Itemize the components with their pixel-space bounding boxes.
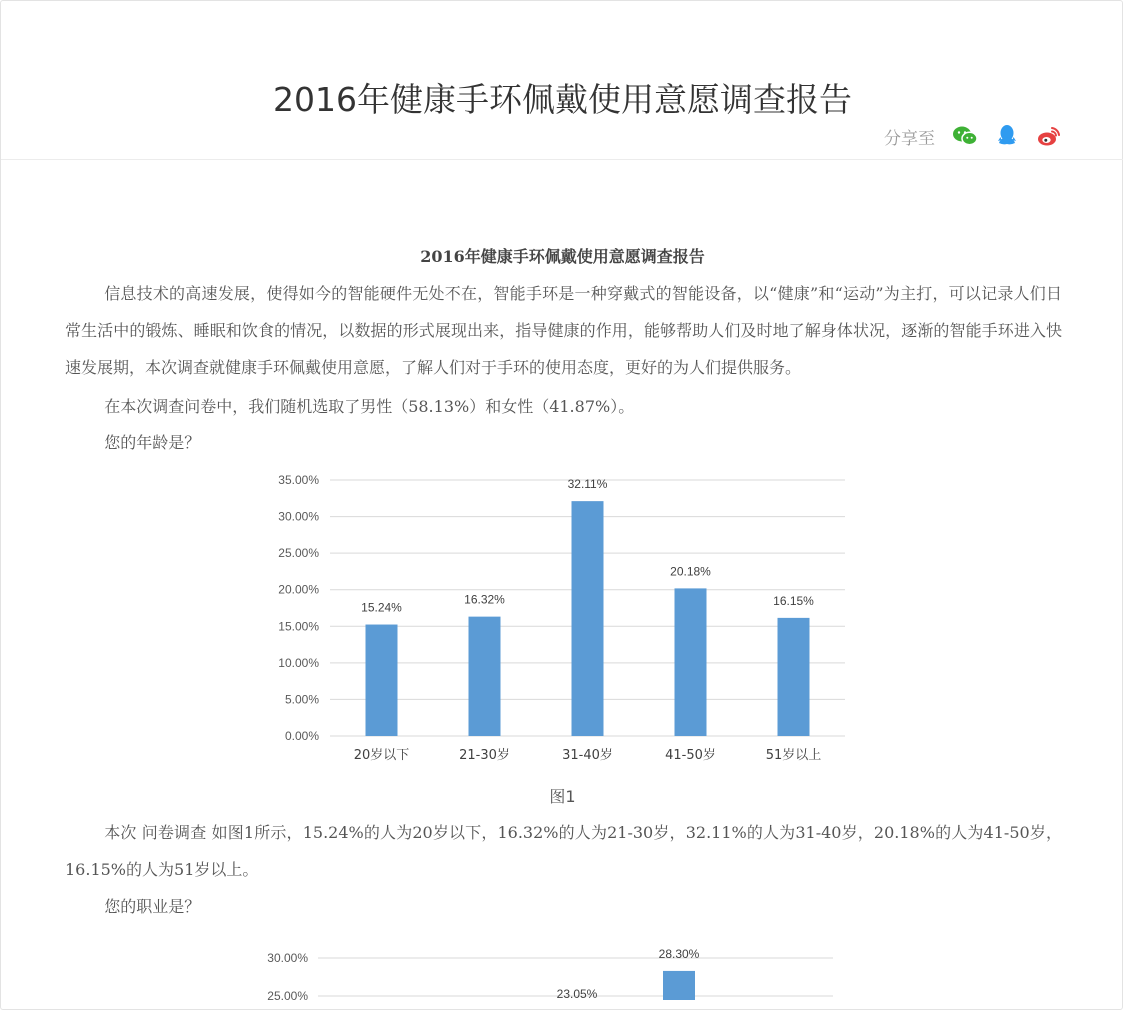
share-label: 分享至 bbox=[884, 128, 935, 149]
gender-paragraph: 在本次调查问卷中，我们随机选取了男性（58.13%）和女性（41.87%）。 bbox=[104, 397, 635, 416]
bar-value-label: 23.05% bbox=[556, 986, 598, 1000]
figure-1-caption: 图1 bbox=[549, 787, 576, 806]
y-tick-label: 15.00% bbox=[278, 619, 319, 634]
bar-value-label: 15.24% bbox=[361, 600, 402, 615]
bar bbox=[663, 971, 695, 1000]
bar-value-label: 20.18% bbox=[670, 564, 711, 579]
bar-value-label: 32.11% bbox=[567, 477, 608, 492]
y-tick-label: 30.00% bbox=[267, 951, 308, 965]
bar bbox=[366, 625, 398, 736]
bar bbox=[572, 501, 604, 736]
y-tick-label: 25.00% bbox=[267, 989, 308, 1000]
x-category-label: 51岁以上 bbox=[765, 748, 822, 763]
x-category-label: 41-50岁 bbox=[665, 748, 716, 763]
article-title: 2016年健康手环佩戴使用意愿调查报告 bbox=[420, 247, 705, 266]
page-title: 2016年健康手环佩戴使用意愿调查报告 bbox=[273, 80, 852, 120]
bar-value-label: 28.30% bbox=[658, 946, 700, 961]
y-tick-label: 20.00% bbox=[278, 582, 319, 597]
age-question: 您的年龄是？ bbox=[104, 433, 201, 452]
y-tick-label: 10.00% bbox=[278, 655, 319, 670]
header-divider bbox=[1, 159, 1123, 160]
y-tick-label: 5.00% bbox=[284, 692, 319, 707]
wechat-icon[interactable] bbox=[951, 122, 979, 150]
x-category-label: 21-30岁 bbox=[459, 748, 510, 763]
bar-value-label: 16.32% bbox=[464, 592, 505, 607]
y-tick-label: 30.00% bbox=[278, 509, 319, 524]
qq-icon[interactable] bbox=[993, 122, 1021, 150]
intro-paragraph: 信息技术的高速发展，使得如今的智能硬件无处不在，智能手环是一种穿戴式的智能设备，以“健康”和“运动”为主打，可以记录人们日常生活中的锻炼、睡眠和饮食的情况，以数据的形式展现出来，指导健康的作用，能够帮助人们及时地了解身体状况，逐渐的智能手环进入快速发展期，本次调查就健康手环佩戴使用意愿，了解人们对于手环的使用态度，更好的为人们提供服务。 bbox=[65, 284, 1062, 377]
y-tick-label: 35.00% bbox=[278, 473, 319, 487]
bar bbox=[469, 617, 501, 736]
x-category-label: 31-40岁 bbox=[562, 748, 613, 763]
y-tick-label: 25.00% bbox=[278, 546, 319, 561]
weibo-icon[interactable] bbox=[1035, 122, 1063, 150]
x-category-label: 20岁以下 bbox=[353, 748, 410, 763]
age-summary-paragraph: 本次 问卷调查 如图1所示，15.24%的人为20岁以下，16.32%的人为21-30岁，32.11%的人为31-40岁，20.18%的人为41-50岁，16.15%的人为51岁以上。 bbox=[65, 823, 1062, 879]
bar bbox=[675, 588, 707, 736]
age-bar-chart bbox=[265, 468, 865, 773]
bar bbox=[778, 618, 810, 736]
bar-value-label: 16.15% bbox=[773, 593, 814, 608]
job-bar-chart bbox=[255, 940, 855, 1000]
job-question: 您的职业是？ bbox=[104, 897, 201, 916]
share-bar bbox=[884, 120, 1063, 152]
y-tick-label: 0.00% bbox=[284, 729, 319, 743]
